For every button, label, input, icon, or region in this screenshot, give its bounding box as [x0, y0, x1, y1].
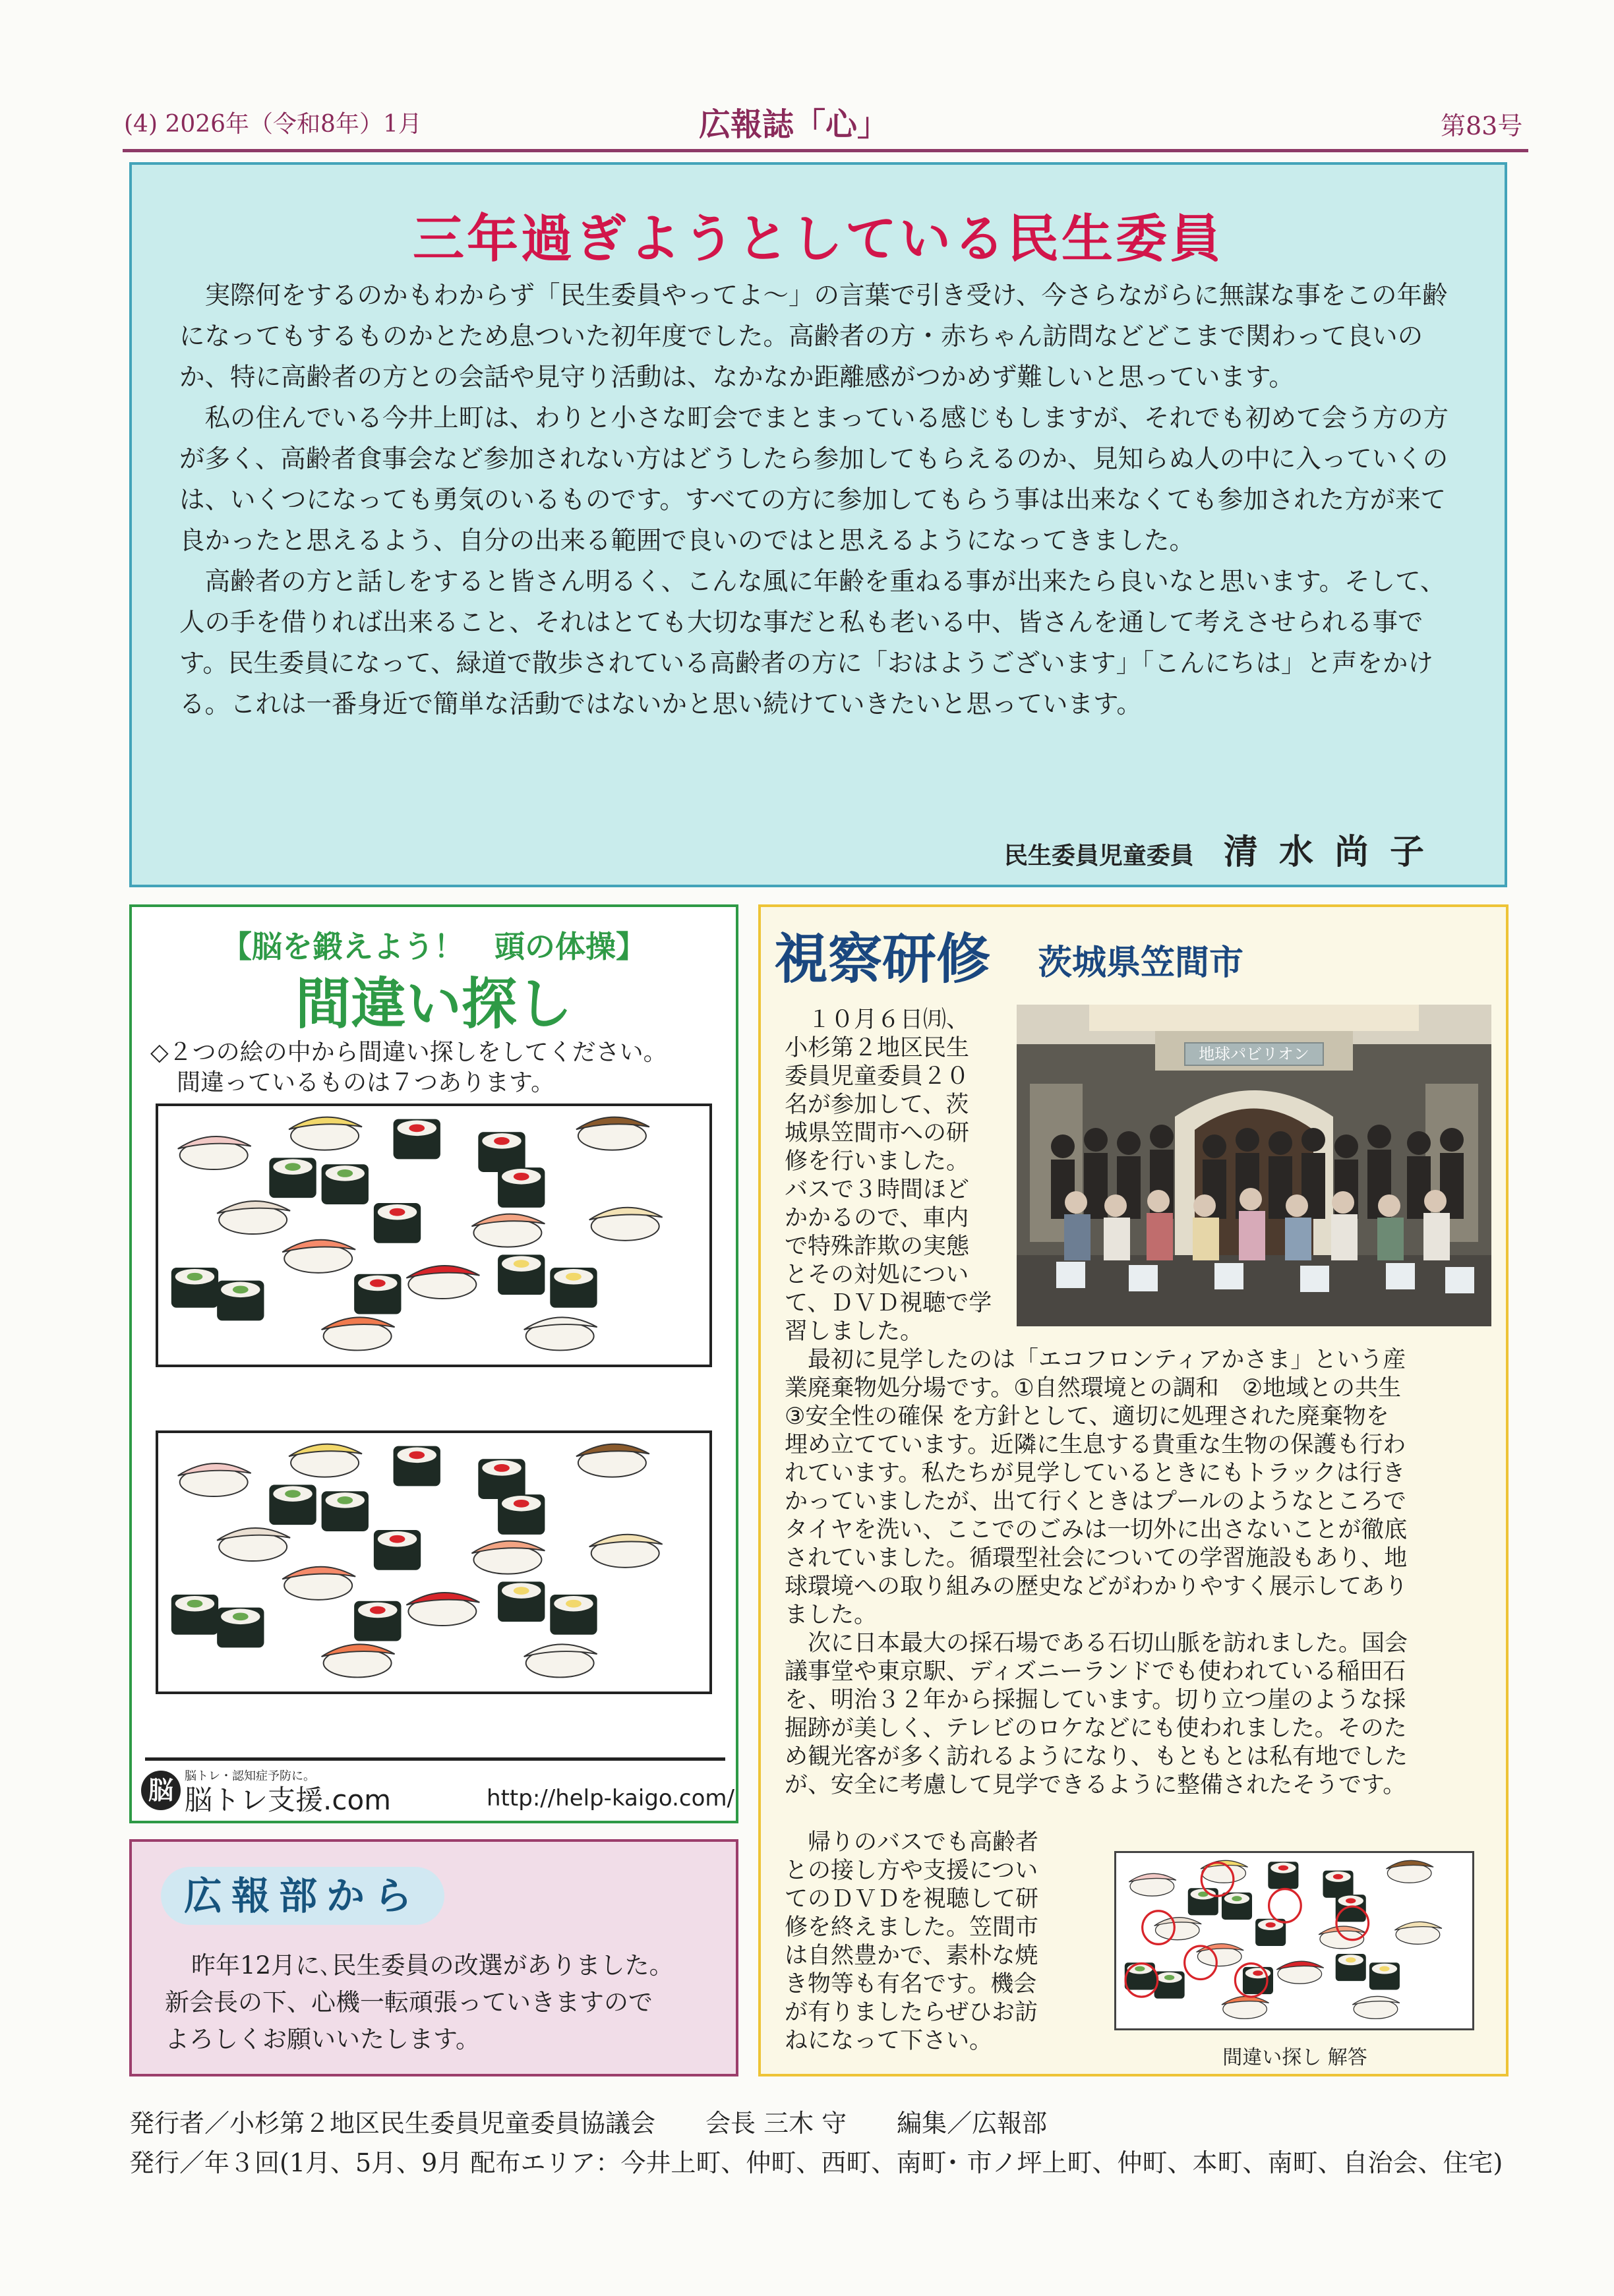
issue-date: (4) 2026年（令和8年）1月: [124, 111, 422, 138]
text-line: ました。: [785, 1602, 878, 1628]
puzzle-instructions: [150, 1038, 731, 1098]
group-photo: [1017, 1005, 1491, 1326]
header-rule: [123, 149, 1528, 152]
text-line: が有りましたらぜひお訪: [785, 1999, 1038, 2026]
text-line: かっていましたが、出て行くときはプールのようなところで: [785, 1488, 1406, 1515]
sushi-picture-a: [156, 1104, 712, 1367]
text-line: てのＤＶＤを視聴して研: [785, 1886, 1039, 1912]
text-line: が、安全に考慮して見学できるように整備されたそうです。: [785, 1772, 1406, 1798]
article-signature: [1004, 824, 1445, 873]
article-body: [179, 276, 1465, 725]
credit-tagline: 脳トレ・認知症予防に。: [185, 1769, 315, 1783]
text-line: かかるので、車内: [785, 1205, 969, 1231]
text-line: 次に日本最大の採石場である石切山脈を訪れました。国会: [785, 1630, 1408, 1657]
article-paragraph: 実際何をするのかもわからず「民生委員やってよ～」の言葉で引き受け、今さらながらに無謀な事をこの年齢になってもするものかとため息ついた初年度でした。高齢者の方・赤ちゃん訪問などどこまで関わって良いのか、特に高齢者の方との会話や見守り活動は、なかなか距離感がつかめず難しいと思っています。: [179, 281, 1448, 392]
article-paragraph: 高齢者の方と話しをすると皆さん明るく、こんな風に年齢を重ねる事が出来たら良いなと思います。そして、人の手を借りれば出来ること、それはとても大切な事だと私も老いる中、皆さんを通して考えさせられる事です。民生委員になって、緑道で散歩されている高齢者の方に「おはようございます」「こんにちは」と声をかける。これは一番身近で簡単な活動ではないかと思い続けていきたいと思っています。: [179, 567, 1446, 719]
text-line: 帰りのバスでも高齢者: [785, 1829, 1039, 1856]
credit-url: http://help-kaigo.com/: [487, 1785, 734, 1811]
text-line: を、明治３２年から採掘しています。切り立つ崖のような採: [785, 1687, 1406, 1713]
text-line: 習しました。: [785, 1318, 924, 1345]
instruction-line: 間違っているものは７つあります。: [177, 1069, 555, 1096]
text-line: １０月６日㈪、: [785, 1007, 970, 1033]
text-line: 小杉第２地区民生: [785, 1035, 970, 1061]
text-line: 修を終えました。笠間市: [785, 1914, 1039, 1941]
puzzle-answer-image: [1114, 1851, 1474, 2030]
text-line: 議事堂や東京駅、ディズニーランドでも使われている稲田石: [785, 1659, 1406, 1685]
text-line: とその対処につい: [785, 1262, 969, 1288]
text-line: されていました。循環型社会についての学習施設もあり、地: [785, 1545, 1408, 1572]
inspection-main-text: [785, 1346, 1408, 1800]
signature-name: 清水尚子: [1223, 832, 1445, 872]
instruction-line: ◇２つの絵の中から間違い探しをしてください。: [150, 1039, 667, 1066]
pr-line: 昨年12月に､民生委員の改選がありました。: [191, 1951, 674, 1980]
text-line: れています。私たちが見学しているときにもトラックは行き: [785, 1460, 1406, 1487]
inspection-trip-article: [758, 904, 1509, 2076]
text-line: 球環境への取り組みの歴史などがわかりやすく展示してあり: [785, 1574, 1408, 1600]
text-line: ねになって下さい。: [785, 2028, 993, 2054]
text-line: バスで３時間ほど: [785, 1177, 970, 1203]
newsletter-title: 広報誌「心」: [699, 106, 889, 143]
text-line: 委員児童委員２０: [785, 1063, 970, 1090]
inspection-intro-column: [785, 1006, 992, 1346]
text-line: は自然豊かで、素朴な焼: [785, 1943, 1038, 1969]
text-line: め観光客が多く訪れるようになり、もともとは私有地でした: [785, 1744, 1408, 1770]
sushi-picture-b: [156, 1430, 712, 1694]
text-line: 掘跡が美しく、テレビのロケなどにも使われました。そのた: [785, 1715, 1407, 1742]
inspection-subtitle: 茨城県笠間市: [1038, 943, 1244, 983]
footer-publisher: 発行者／小杉第２地区民生委員児童委員協議会 会長 三木 守 編集／広報部: [129, 2109, 1048, 2138]
article-title: 三年過ぎようとしている民生委員: [412, 209, 1224, 269]
inspection-closing-text: [785, 1829, 1038, 2055]
brain-logo-icon: 脳: [141, 1771, 181, 1810]
article-paragraph: 私の住んでいる今井上町は、わりと小さな町会でまとまっている感じもしますが、それでも初めて会う方の方が多く、高齢者食事会など参加されない方はどうしたら参加してもらえるのか、見知らぬ人の中に入っていくのは、いくつになっても勇気のいるものです。すべての方に参加してもらう事は出来なくても参加された方が来て良かったと思えるよう、自分の出来る範囲で良いのではと思えるようになってきました。: [179, 403, 1449, 556]
credit-divider: [145, 1757, 725, 1761]
text-line: との接し方や支援につい: [785, 1858, 1038, 1884]
article-minsei-three-years: [129, 162, 1507, 887]
text-line: 修を行いました。: [785, 1148, 970, 1175]
puzzle-credit: [141, 1765, 734, 1816]
text-line: 城県笠間市への研: [785, 1120, 970, 1146]
pr-department-notice: [129, 1839, 738, 2076]
puzzle-kicker: 【脳を鍛えよう！ 頭の体操】: [222, 929, 646, 964]
text-line: 名が参加して、茨: [785, 1092, 969, 1118]
photo-sign: 地球パビリオン: [1199, 1045, 1309, 1063]
text-line: き物等も有名です。機会: [785, 1971, 1037, 1997]
text-line: ③安全性の確保 を方針として、適切に処理された廃棄物を: [785, 1403, 1389, 1430]
issue-number: 第83号: [1441, 111, 1523, 140]
pr-body: [165, 1947, 719, 2058]
text-line: 最初に見学したのは「エコフロンティアかさま」という産: [785, 1347, 1406, 1373]
text-line: て、ＤＶＤ視聴で学: [785, 1290, 992, 1316]
text-line: タイヤを洗い、ここでのごみは一切外に出さないことが徹底: [785, 1517, 1408, 1543]
credit-brand: 脳トレ支援.com: [185, 1784, 392, 1816]
text-line: 埋め立てています。近隣に生息する貴重な生物の保護も行わ: [785, 1432, 1406, 1458]
answer-caption: 間違い探し 解答: [1222, 2046, 1367, 2069]
footer-distribution: 発行／年３回(1月、5月、9月 配布エリア：今井上町、仲町、西町、南町･ 市ノ坪上町、仲町、本町、南町、自治会、住宅): [129, 2148, 1503, 2177]
inspection-title: 視察研修: [774, 927, 991, 991]
puzzle-title: 間違い探し: [295, 972, 572, 1036]
pr-line: 新会長の下、心機一転頑張っていきますので: [165, 1988, 653, 2016]
pr-heading: 広報部から: [161, 1867, 444, 1925]
pr-line: よろしくお願いいたします。: [165, 2025, 481, 2053]
spot-the-difference-puzzle: [129, 904, 738, 1823]
text-line: 業廃棄物処分場です。①自然環境との調和 ②地域との共生: [785, 1375, 1401, 1401]
text-line: で特殊詐欺の実態: [785, 1233, 970, 1260]
signature-role: 民生委員児童委員: [1003, 842, 1194, 869]
